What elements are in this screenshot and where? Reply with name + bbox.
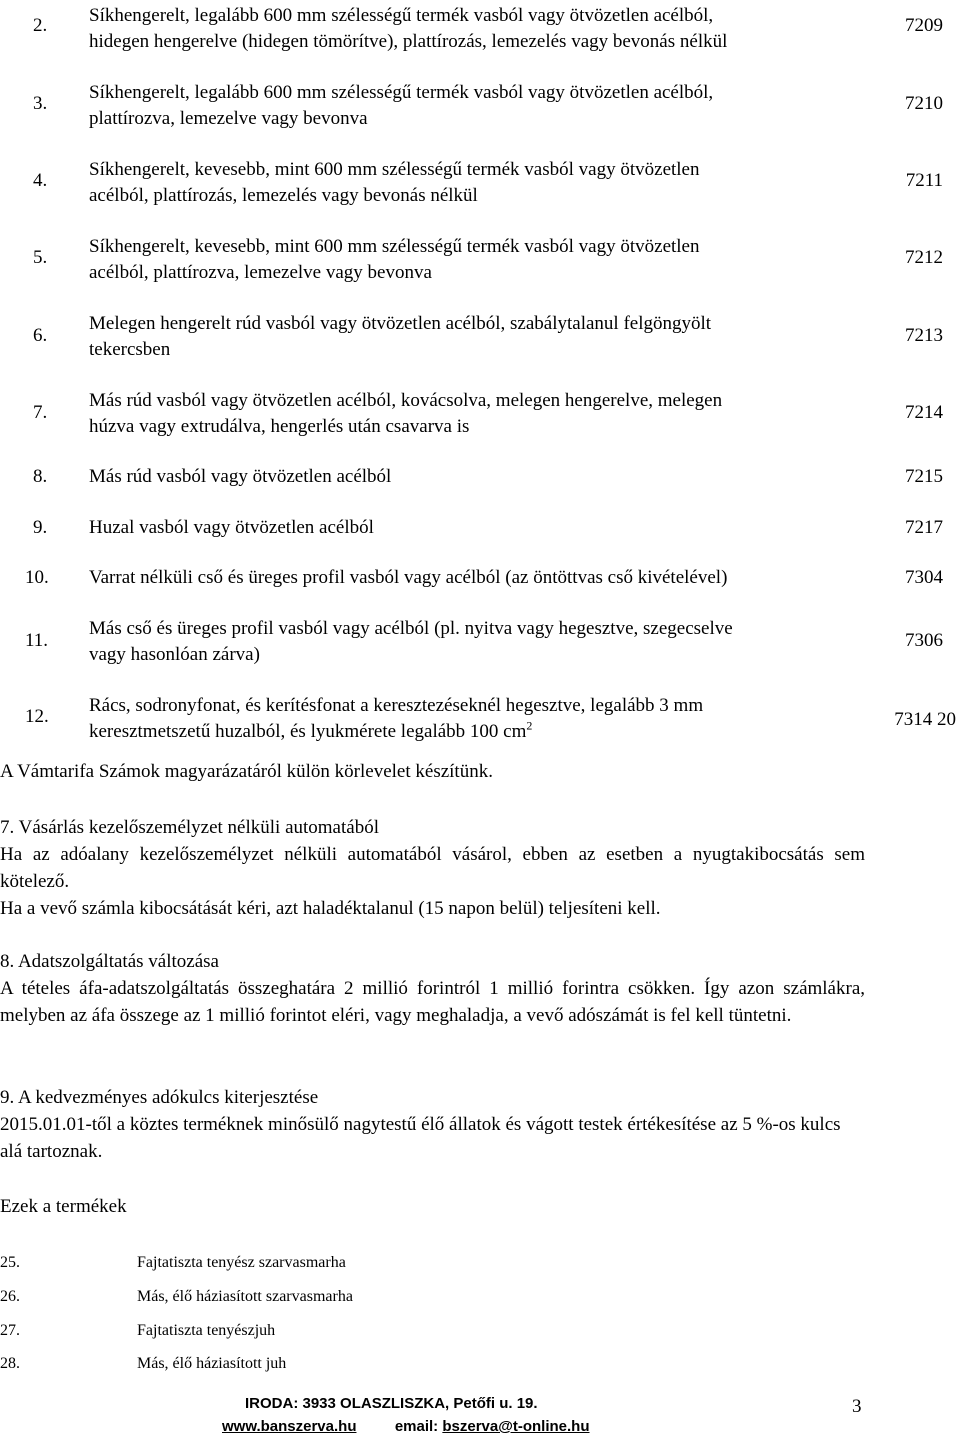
row-description-line2 xyxy=(89,28,727,55)
row-description-line2 xyxy=(89,336,170,363)
row-number: 12. xyxy=(25,706,49,727)
row-description-line1: Melegen hengerelt rúd vasból vagy ötvözetlen acélból, szabálytalanul felgöngyölt xyxy=(89,313,712,334)
row-description-text: húzva vagy extrudálva, hengerlés után csavarva is xyxy=(89,416,470,437)
product-number: 28. xyxy=(0,1355,20,1372)
row-description-line1: Más cső és üreges profil vasból vagy acélból (pl. nyitva vagy hegesztve, szegecselve xyxy=(89,618,733,639)
row-description-line1: Síkhengerelt, legalább 600 mm szélességű termék vasból vagy ötvözetlen acélból, xyxy=(89,82,714,103)
row-number: 10. xyxy=(25,567,49,588)
row-code: 7210 xyxy=(905,93,943,114)
email-label: email: xyxy=(394,1418,439,1435)
row-number: 2. xyxy=(33,15,48,36)
row-number: 5. xyxy=(33,247,48,268)
row-number: 6. xyxy=(33,325,48,346)
row-description-line1: Huzal vasból vagy ötvözetlen acélból xyxy=(89,517,374,538)
footer-contacts xyxy=(222,1418,590,1435)
row-description-line1: Rács, sodronyfonat, és kerítésfonat a keresztezéseknél hegesztve, legalább 3 mm xyxy=(89,695,704,716)
row-number: 11. xyxy=(25,630,49,651)
website-link[interactable]: www.banszerva.hu xyxy=(222,1418,357,1435)
section9-heading: 9. A kedvezményes adókulcs kiterjesztése xyxy=(0,1087,319,1108)
row-description-text: tekercsben xyxy=(89,339,171,360)
office-address: IRODA: 3933 OLASZLISZKA, Petőfi u. 19. xyxy=(245,1395,538,1412)
row-description-line2 xyxy=(89,718,532,745)
row-description-line1: Síkhengerelt, kevesebb, mint 600 mm szélességű termék vasból vagy ötvözetlen xyxy=(89,236,700,257)
page-number: 3 xyxy=(852,1396,862,1417)
product-name: Fajtatiszta tenyészjuh xyxy=(137,1322,276,1339)
row-description-text: plattírozva, lemezelve vagy bevonva xyxy=(89,108,368,129)
section7-paragraph-1: Ha az adóalany kezelőszemélyzet nélküli automatából vásárol, ebben az esetben a nyugtakibocsátás sem kötelező. xyxy=(0,844,865,892)
row-code: 7214 xyxy=(905,402,943,423)
products-heading: Ezek a termékek xyxy=(0,1196,127,1217)
row-code: 7314 20 xyxy=(894,709,956,730)
row-number: 3. xyxy=(33,93,48,114)
row-description-text: hidegen hengerelve (hidegen tömörítve), plattírozás, lemezelés vagy bevonás nélkül xyxy=(89,31,728,52)
row-description-line1: Síkhengerelt, kevesebb, mint 600 mm szélességű termék vasból vagy ötvözetlen xyxy=(89,159,700,180)
product-number: 27. xyxy=(0,1322,20,1339)
row-description-line2 xyxy=(89,641,260,668)
row-code: 7211 xyxy=(905,170,943,191)
product-number: 25. xyxy=(0,1254,20,1271)
row-description-line1: Más rúd vasból vagy ötvözetlen acélból, kovácsolva, melegen hengerelve, melegen xyxy=(89,390,723,411)
row-description-line2 xyxy=(89,182,478,209)
section7-paragraph-2: Ha a vevő számla kibocsátását kéri, azt haladéktalanul (15 napon belül) teljesíteni kell. xyxy=(0,898,661,919)
row-code: 7215 xyxy=(905,466,943,487)
row-code: 7217 xyxy=(905,517,943,538)
row-description-text: acélból, plattírozás, lemezelés vagy bevonás nélkül xyxy=(89,185,478,206)
section8-heading: 8. Adatszolgáltatás változása xyxy=(0,951,219,972)
row-code: 7213 xyxy=(905,325,943,346)
product-name: Más, élő háziasított szarvasmarha xyxy=(137,1288,353,1305)
section9-paragraph: 2015.01.01-től a köztes terméknek minősülő nagytestű élő állatok és vágott testek értékesítése az 5 %-os kulcs alá tartoznak. xyxy=(0,1114,841,1162)
section7-heading: 7. Vásárlás kezelőszemélyzet nélküli automatából xyxy=(0,817,379,838)
row-description-text: vagy hasonlóan zárva) xyxy=(89,644,260,665)
row-description-line2 xyxy=(89,413,469,440)
row-description-line1: Síkhengerelt, legalább 600 mm szélességű termék vasból vagy ötvözetlen acélból, xyxy=(89,5,714,26)
email-link[interactable]: bszerva@t-online.hu xyxy=(442,1418,590,1435)
row-number: 7. xyxy=(33,402,48,423)
row-code: 7304 xyxy=(905,567,943,588)
row-description-text: keresztmetszetű huzalból, és lyukmérete legalább 100 cm xyxy=(89,721,527,742)
row-description-line2 xyxy=(89,105,368,132)
row-code: 7306 xyxy=(905,630,943,651)
row-number: 9. xyxy=(33,517,48,538)
row-description-text: acélból, plattírozva, lemezelve vagy bevonva xyxy=(89,262,432,283)
product-number: 26. xyxy=(0,1288,20,1305)
row-description-line2 xyxy=(89,259,432,286)
vtsz-note: A Vámtarifa Számok magyarázatáról külön körlevelet készítünk. xyxy=(0,761,493,782)
superscript: 2 xyxy=(526,718,533,733)
row-number: 8. xyxy=(33,466,48,487)
row-code: 7209 xyxy=(905,15,943,36)
section8-paragraph: A tételes áfa-adatszolgáltatás összeghatára 2 millió forintról 1 millió forintra csökken. Így azon számlákra, melyben az áfa összege az 1 millió forintot eléri, vagy meghaladja, a vevő adószámát is fel kell tüntetni. xyxy=(0,978,865,1026)
row-code: 7212 xyxy=(905,247,943,268)
row-description-line1: Varrat nélküli cső és üreges profil vasból vagy acélból (az öntöttvas cső kivételével) xyxy=(89,567,728,588)
product-name: Fajtatiszta tenyész szarvasmarha xyxy=(137,1254,346,1271)
row-number: 4. xyxy=(33,170,48,191)
product-name: Más, élő háziasított juh xyxy=(137,1355,287,1372)
row-description-line1: Más rúd vasból vagy ötvözetlen acélból xyxy=(89,466,392,487)
